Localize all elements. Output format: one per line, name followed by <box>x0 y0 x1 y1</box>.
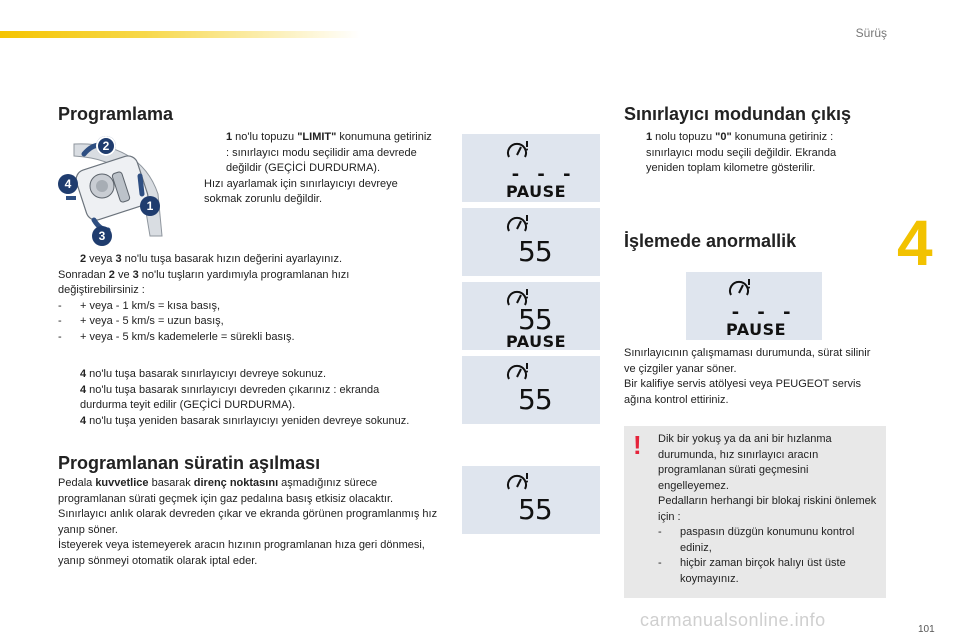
cikis-heading: Sınırlayıcı modundan çıkış <box>624 104 852 124</box>
asma-text: Pedala kuvvetlice basarak direnç noktasını aşmadığınız sürece programlanan sürati geçmek için gaz pedalına basış etkisiz olacaktır. Sınırlayıcı anlık olarak devreden çıkar ve ekranda görünen programlanmış hız yanıp söner. İsteyerek veya istemeyerek aracın hızının programlanan hıza geri dönmesi, yanıp sönmeyi otomatik olarak iptal eder. <box>58 477 438 567</box>
display-speed-screen: 55 <box>462 466 600 534</box>
list-item: - + veya - 1 km/s = kısa basış, <box>58 299 220 312</box>
list-item: 4 no'lu tuşa basarak sınırlayıcıyı devreden çıkarınız : ekranda durdurma teyit edilir (GEÇİCİ DURDURMA). <box>80 383 380 411</box>
display-pause-screen: - - - PAUSE <box>686 272 822 340</box>
anormallik-text: Sınırlayıcının çalışmaması durumunda, sürat silinir ve çizgiler yanar söner. Bir kalifiye servis atölyesi veya PEUGEOT servis ağına kontrol ettiriniz. <box>624 347 871 406</box>
display-speed-pause-screen: 55 PAUSE <box>462 282 600 350</box>
speed-limiter-icon <box>506 140 530 160</box>
warning-text: Dik bir yokuş ya da ani bir hızlanma durumunda, hız sınırlayıcı aracın programlanan sürati geçmesini engelleyemez. Pedalların herhangi bir blokaj riskini önlemek için : - paspasın düzgün konumunu kontrol ediniz, - hiçbir zaman birçok halıyı üst üste koymayınız. <box>658 432 882 587</box>
header-accent-bar <box>0 31 360 38</box>
speed-limiter-icon <box>506 472 530 492</box>
chapter-number: 4 <box>897 207 933 279</box>
warning-icon: ! <box>633 430 642 460</box>
list-item: - + veya - 5 km/s = uzun basış, <box>58 315 224 327</box>
limiter-stalk-diagram <box>54 136 174 248</box>
speed-limiter-icon <box>506 362 530 382</box>
list-item: 4 no'lu tuşa yeniden basarak sınırlayıcıyı yeniden devreye sokunuz. <box>80 414 410 427</box>
diagram-label-2: 2 <box>96 136 116 156</box>
list-item: 4 no'lu tuşa basarak sınırlayıcıyı devreye sokunuz. <box>80 368 327 380</box>
section-title: Sürüş <box>855 26 887 40</box>
warning-box <box>624 426 886 598</box>
asma-heading: Programlanan süratin aşılması <box>58 453 321 473</box>
list-item: - paspasın düzgün konumunu kontrol ediniz, <box>658 526 855 554</box>
speed-limiter-icon <box>728 278 752 298</box>
step-4-text <box>58 367 418 429</box>
anormallik-heading: İşlemede anormallik <box>624 231 797 251</box>
list-item: - hiçbir zaman birçok halıyı üst üste koymayınız. <box>658 557 846 585</box>
list-item: - + veya - 5 km/s kademelerle = sürekli basış. <box>58 330 295 343</box>
display-speed-screen: 55 <box>462 356 600 424</box>
page-number: 101 <box>918 624 935 635</box>
step-1-text: 1 no'lu topuzu "LIMIT" konumuna getiriniz : sınırlayıcı modu seçilidir ama devrede değildir (GEÇİCİ DURDURMA). Hızı ayarlamak için sınırlayıcıyı devreye sokmak zorunlu değildir. <box>204 130 434 208</box>
cikis-text: 1 nolu topuzu "0" konumuna getiriniz : sınırlayıcı modu seçili değildir. Ekranda yeniden toplam kilometre gösterilir. <box>646 131 837 174</box>
display-pause-screen: - - - PAUSE <box>462 134 600 202</box>
speed-limiter-icon <box>506 214 530 234</box>
diagram-label-4: 4 <box>58 174 78 194</box>
diagram-label-1: 1 <box>140 196 160 216</box>
watermark: carmanualsonline.info <box>640 610 826 630</box>
diagram-label-3: 3 <box>92 226 112 246</box>
display-speed-screen: 55 <box>462 208 600 276</box>
programlama-heading: Programlama <box>58 104 174 124</box>
optional-note: Hızı ayarlamak için sınırlayıcıyı devreye sokmak zorunlu değildir. <box>204 177 398 205</box>
step-2-text: 2 veya 3 no'lu tuşa basarak hızın değerini ayarlayınız. Sonradan 2 ve 3 no'lu tuşların yardımıyla programlanan hızı değiştirebilirsiniz : - + veya - 1 km/s = kısa basış, - + veya - 5 km/s = uzun basış, - + veya - 5 km/s kademelerle = sürekli basış. <box>58 252 398 345</box>
